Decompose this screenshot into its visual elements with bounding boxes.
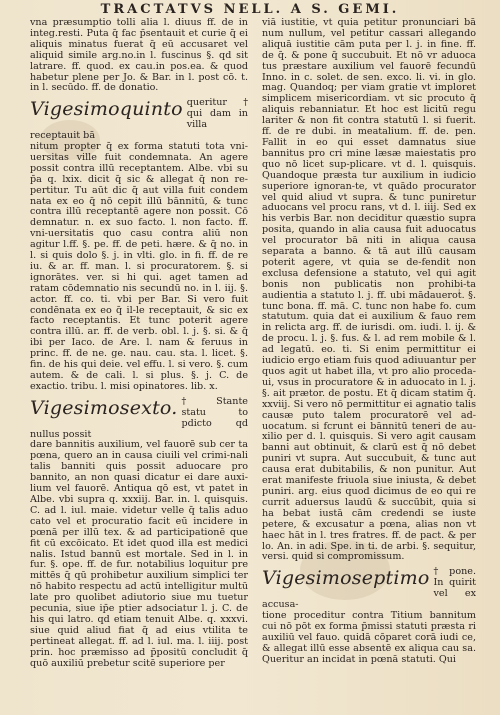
paragraph: vna præsumptio tolli alia l. diuus ff. de in integ.resti. Puta q̄ fac p̄sentauit et curie q̄ ei aliquis minatus fuerat q̄ eū accusaret vel aliquid simile arg.no.in l. fuscinus §. qd sit latrare. ff. quod. ex cau.in pos.ea. & quod habetur plene per Jo. & Bar. in l. post cō. t. in l. secūdo. ff. de donatio.	[30, 18, 248, 94]
section-lead: † Stante statu to pdicto qd nullus possit	[30, 395, 248, 440]
section-25	[30, 98, 248, 392]
section-heading: Vigesimosexto.	[30, 396, 178, 419]
section-heading: Vigesimoseptimo	[262, 567, 430, 590]
left-column	[30, 18, 248, 708]
section-26	[30, 397, 248, 670]
section-27	[262, 567, 476, 665]
paragraph: viā iustitie, vt quia petitur pronunciari bā num nullum, vel petitur cassari allegando aliquā iustitie cām puta per l. j. in fine. ff. de q̄. & pone q̄ succubuit. Et nō vr aduoca tus præstare auxilium vel fauorē fecundū Inno. in c. solet. de sen. exco. li. vi. in glo. mag. Quandoq; per viam gratie vt imploret simplicem misericordiam. vt sic procuto q̄ aliquis rebanniatur. Et hoc est licitū regu lariter & non fit contra statutū l. si fuerit. ff. de re dubi. in meatalium. ff. de. pen. Fallit in eo qui esset damnatus siue bannitus pro cri mine læsæ maiestatis pro quo nō licet sup-plicare. vt d. l. quisquis. Quandoque præsta tur auxilium in iudicio superiore ignoran-te, vt quādo procurator vel quid aliud vt supra. & tunc puniretur aduocans vel procu rans, vt d. l. iiij. Sed ex his verbis Bar. non deciditur quæstio supra posita, quando in alia causa fuit aduocatus vel procurator bā niti in aliqua causa separata a banno. & tā aut illū causam poterit agere, vt quia se de-fendit non exclusa defensione a statuto, vel qui agit bonis non publicatis non prohibi-ta audientia a statuto l. j. ff. ubi mādaueroṫ. §. tunc bona. ff. mā. C. tunc non habe fo. cum statutum. quia dat ei auxilium & fauo rem in relicta arg. ff. de iurisdi. om. iudi. l. ij. & de procu. l. j. §. fus. & l. ad rem mobile & l. ad legatū. eo. ti. Si enim permittitur ei iudicio ergo etiam fuis quod adiuuantur per quos agit ut habet illa, vt pro alio proceda-ui, vsus in procuratore & in aduocato in l. j. §. ait prætor. de postu. Et q̄ dicam statim q̄. xxviij. Si vero nō permittitur ei agnatio talis causæ puto talem procuratorē vel ad-uocatum. si fcrunt ei bānnitū teneri de au-xilio per d. l. quisquis. Si vero agit causam banni aut obtinuit, & clarū est q̄ nō debet puniri vt supra. Aut succubuit, & tunc aut causa erat dubitabilis, & non punitur. Aut erat manifeste friuola siue iniusta, & debet puniri. arg. eius quod dicimus de eo qui re currit aduersus laudū & succūbit, quia si ha bebat iustā cām credendi se iuste petere, & excusatur a pœna, alias non vt haec hāt in l. tres fratres. ff. de pact. & per lo. An. in adi. Spe. in ti. de arbi. §. sequitur, versi. quid si compromissum.	[262, 18, 476, 563]
section-lead: † pone. In quirit vel ex accusa-	[262, 566, 476, 611]
section-lead: queritur† qui dam in villa receptauit bā	[30, 97, 248, 142]
section-text: tione proceditur contra Titium bannitum cui nō pōt ex forma p̄missi statuti præsta ri auxiliū vel fauo. quidā cōparet corā iudi ce, & allegat illū esse absentē ex aliqua cau sa. Queritur an incidat in pœnā statuti. Qui	[262, 609, 476, 665]
right-column	[262, 18, 476, 708]
section-heading: Vigesimoquinto	[30, 98, 183, 121]
section-text: nitum propter q̄ ex forma statuti tota vni-uersitas ville fuit condemnata. An agere possit contra illū receptantem. Albe. vbi su p̄a q. lxix. dicit q̄ sic & allegat q̄ non re-pertitur. Tu aūt dic q̄ aut villa fuit condem nata ex eo q̄ nō cepit illū bānnitū, & tunc contra illū receptantē agere non possit. Cō demnatur. n. ex suo facto. l. non facto. ff. vni-uersitatis quo casu contra aliū non agitur l.ff. §. pe. ff. de peti. hære. & q̄ no. in l. si quis dolo §. j. in vlti. glo. in fi. ff. de re iu. & ar. ff. man. l. si procuratorem. §. si ignorātes. ver. si hi qui. aget tamen ad ratam cōdemnatio nis secundū no. in l. iij. §. actor. ff. co. ti. vbi per Bar. Si vero fuit condēnata ex eo q̄ il-le receptauit, & sic ex facto receptantis. Et tunc poterit agere contra illū. ar. ff. de verb. obl. l. j. §. si. & q̄ ibi per Iaco. de Are. l. nam & feruus in princ. ff. de ne. ge. nau. cau. sta. l. licet. §. fin. de his qui deie. vel effu. l. si vero. §. cum autem. & de cali. l. si plus. §. j. C. de exactio. tribu. l. misi opinatores. lib. x.	[30, 140, 248, 392]
section-text: dare bannitis auxilium, vel fauorē sub cer ta pœna, quero an in causa ciuili vel crimi-nali talis banniti quis possit aduocare pro bannito, an non quasi dicatur ei dare auxi-lium vel fauorē. Antiqua qō est, vt patet in Albe. vbi supra q. xxxiij. Bar. in. l. quisquis. C. ad l. iul. maie. videtur velle q̄ talis aduo cato vel et procuratio facit eū incidere in pœnā per illū tex. & ad participationē que fit cū excōicato. Et idet quod illa est medici nalis. Istud bannū est mortale. Sed in l. in fur. §. ope. ff. de fur. notabilius loquitur pre mittēs q̄ qū prohibetur auxilium simplici ter nō habito respectu ad actū intelligitur multū late pro quolibet adiutorio siue mu tuetur pecunia, siue ip̄e ptier adsociatur l. j. C. de his qui latro. qd etiam tenuit Albe. q. xxxvi. siue quid aliud fiat q̄ ad eius vtilita te pertineat allegat. ff. ad l. iul. ma. l. iiij. post prin. hoc præmisso ad p̄positū concludit q̄ quō auxiliū prebetur scitē superiore per	[30, 439, 248, 669]
running-header: TRACTATVS NELL. A S. GEMI.	[100, 2, 400, 17]
